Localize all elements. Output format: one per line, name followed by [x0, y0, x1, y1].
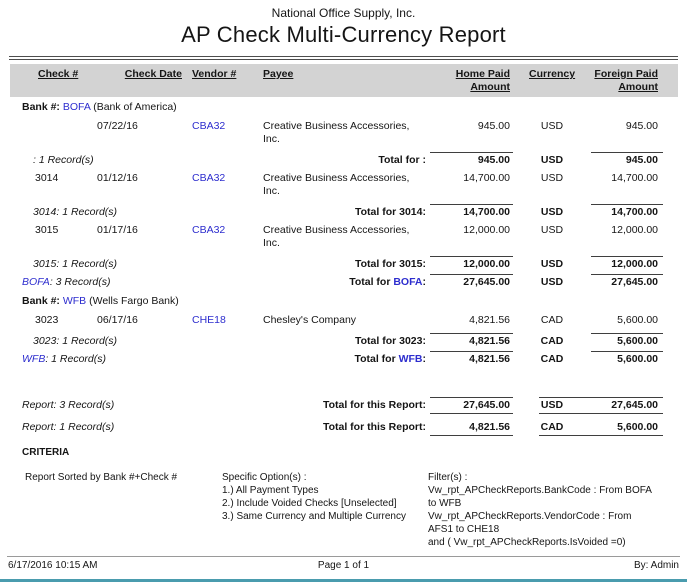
bank-name: (Bank of America) — [90, 101, 177, 113]
home-paid-amount: 12,000.00 — [463, 224, 510, 236]
bank-code-link[interactable]: WFB — [398, 353, 423, 365]
vendor-code-link[interactable]: CBA32 — [192, 224, 226, 236]
home-paid-amount: 945.00 — [477, 120, 510, 132]
criteria-sorted-by: Report Sorted by Bank #+Check # — [25, 472, 178, 483]
payee-cell — [261, 314, 430, 327]
check-number: 3015 — [35, 224, 59, 236]
total-for-text: Total for 3014: — [355, 206, 426, 218]
total-for-label — [261, 399, 430, 412]
report-total-row — [10, 397, 678, 416]
check-row — [10, 169, 678, 203]
column-header-foreign-paid-line1: Foreign Paid — [594, 68, 658, 80]
payee-line: Creative Business Accessories, — [263, 172, 410, 184]
check-row — [10, 221, 678, 255]
check-date: 01/12/16 — [97, 172, 138, 184]
check-total-row — [10, 333, 678, 350]
vendor-cell — [188, 172, 261, 185]
column-header-check-label: Check # — [38, 68, 79, 80]
check-number: 3023 — [35, 314, 59, 326]
column-header-check-date-label: Check Date — [124, 68, 182, 80]
vendor-code-link[interactable]: CHE18 — [192, 314, 226, 326]
column-header-payee-label: Payee — [263, 68, 294, 80]
payee-line: Creative Business Accessories, — [263, 120, 410, 132]
vendor-cell — [188, 224, 261, 237]
currency-value: USD — [540, 224, 564, 236]
record-count-label — [10, 353, 261, 366]
specific-option-2: 2.) Include Voided Checks [Unselected] — [222, 498, 397, 509]
total-for-label — [261, 206, 430, 219]
column-header-vendor[interactable] — [188, 64, 261, 81]
record-count-label — [10, 154, 261, 167]
foreign-paid-amount: 5,600.00 — [617, 314, 658, 326]
total-for-text: Total for : — [378, 154, 426, 166]
total-foreign-paid-amount: 5,600.00 — [575, 335, 663, 348]
check-total-row — [10, 204, 678, 221]
table-header-row — [10, 64, 678, 97]
total-currency-value: USD — [513, 399, 575, 414]
payee-cell — [261, 172, 430, 198]
total-for-text: Total for 3015: — [355, 258, 426, 270]
bank-group-label — [10, 101, 663, 114]
specific-option-3: 3.) Same Currency and Multiple Currency — [222, 511, 406, 522]
bank-code-link[interactable]: BOFA — [393, 276, 423, 288]
vendor-code-link[interactable]: CBA32 — [192, 172, 226, 184]
filter-line-2: to WFB — [428, 498, 462, 509]
total-currency-value: USD — [540, 206, 564, 218]
payee-line: Inc. — [263, 185, 280, 197]
total-for-text: Total for this Report: — [322, 421, 426, 433]
total-currency-value: USD — [540, 258, 564, 270]
total-for-label — [261, 353, 430, 366]
window-bottom-edge — [0, 579, 687, 582]
total-currency-value: USD — [540, 154, 564, 166]
bank-total-row — [10, 351, 678, 368]
vendor-code-link[interactable]: CBA32 — [192, 120, 226, 132]
total-for-text: Total for — [354, 353, 399, 365]
total-currency-value: USD — [540, 276, 564, 288]
criteria-heading: CRITERIA — [22, 447, 70, 458]
bank-group-header — [10, 101, 678, 117]
payee-line: Creative Business Accessories, — [263, 224, 410, 236]
total-home-paid-amount: 12,000.00 — [430, 258, 513, 271]
vendor-cell — [188, 120, 261, 133]
vendor-cell — [188, 314, 261, 327]
total-for-text: : — [422, 353, 426, 365]
payee-cell — [261, 120, 430, 146]
total-for-text: : — [422, 276, 426, 288]
report-total-row — [10, 419, 678, 438]
record-count-text: Report: 1 Record(s) — [22, 421, 115, 433]
check-number — [10, 120, 95, 121]
total-foreign-paid-amount: 12,000.00 — [575, 258, 663, 271]
total-foreign-paid-amount: 27,645.00 — [575, 276, 663, 289]
filter-line-3: Vw_rpt_APCheckReports.VendorCode : From — [428, 511, 632, 522]
total-foreign-paid-amount: 5,600.00 — [575, 421, 663, 436]
home-paid-amount: 14,700.00 — [463, 172, 510, 184]
bank-code-link[interactable]: BOFA — [22, 276, 50, 288]
record-count-label — [10, 258, 261, 271]
total-foreign-paid-amount: 14,700.00 — [575, 206, 663, 219]
record-count-text: : 3 Record(s) — [49, 276, 111, 288]
record-count-label — [10, 421, 261, 434]
filter-line-4: AFS1 to CHE18 — [428, 524, 500, 535]
report-rows — [10, 101, 678, 438]
check-total-row — [10, 152, 678, 169]
column-header-check[interactable] — [10, 64, 95, 81]
criteria-filters — [428, 471, 652, 549]
total-currency-value: CAD — [540, 353, 564, 365]
currency-value: CAD — [540, 314, 564, 326]
column-header-foreign-paid[interactable] — [575, 64, 663, 94]
currency-value: USD — [540, 120, 564, 132]
criteria-specific-options — [222, 471, 406, 523]
footer-printed-by: By: Admin — [633, 560, 679, 571]
total-for-label — [261, 258, 430, 271]
record-count-text: 3015: 1 Record(s) — [33, 258, 118, 270]
total-for-text: Total for 3023: — [355, 335, 426, 347]
foreign-paid-amount: 12,000.00 — [611, 224, 658, 236]
check-date: 06/17/16 — [97, 314, 138, 326]
payee-cell — [261, 224, 430, 250]
bank-number-prefix: Bank #: — [22, 295, 63, 307]
footer-divider — [7, 556, 680, 557]
record-count-label — [10, 206, 261, 219]
column-header-home-paid[interactable] — [430, 64, 513, 94]
bank-group-header — [10, 295, 678, 311]
bank-code-link[interactable]: WFB — [22, 353, 46, 365]
total-home-paid-amount: 27,645.00 — [430, 276, 513, 289]
total-home-paid-amount: 4,821.56 — [430, 353, 513, 366]
currency-value: USD — [540, 172, 564, 184]
record-count-text: 3023: 1 Record(s) — [33, 335, 118, 347]
record-count-label — [10, 399, 261, 412]
total-currency-value: CAD — [540, 335, 564, 347]
record-count-text: : 1 Record(s) — [33, 154, 94, 166]
record-count-label — [10, 276, 261, 289]
bank-number-prefix: Bank #: — [22, 101, 63, 113]
record-count-text: 3014: 1 Record(s) — [33, 206, 118, 218]
check-date: 07/22/16 — [97, 120, 138, 132]
bank-code-link[interactable]: WFB — [62, 295, 87, 307]
bank-total-row — [10, 274, 678, 291]
foreign-paid-amount: 14,700.00 — [611, 172, 658, 184]
total-home-paid-amount: 4,821.56 — [430, 421, 513, 436]
bank-code-link[interactable]: BOFA — [62, 101, 91, 113]
column-header-check-date[interactable] — [95, 64, 188, 81]
specific-option-1: 1.) All Payment Types — [222, 485, 319, 496]
column-header-currency-label: Currency — [529, 68, 576, 80]
total-foreign-paid-amount: 27,645.00 — [575, 399, 663, 414]
table-spacer — [10, 368, 678, 396]
filters-heading: Filter(s) : — [428, 472, 468, 483]
total-currency-value: CAD — [513, 421, 575, 436]
filter-line-5: and ( Vw_rpt_APCheckReports.IsVoided =0) — [428, 537, 626, 548]
total-home-paid-amount: 4,821.56 — [430, 335, 513, 348]
bank-name: (Wells Fargo Bank) — [86, 295, 179, 307]
company-name: National Office Supply, Inc. — [271, 6, 416, 20]
title-divider — [9, 56, 678, 60]
report-table — [10, 64, 678, 438]
column-header-payee[interactable] — [261, 64, 430, 81]
column-header-foreign-paid-line2: Amount — [618, 81, 658, 93]
total-home-paid-amount: 14,700.00 — [430, 206, 513, 219]
total-foreign-paid-amount: 5,600.00 — [575, 353, 663, 366]
payee-line: Inc. — [263, 237, 280, 249]
specific-options-heading: Specific Option(s) : — [222, 472, 307, 483]
total-for-label — [261, 154, 430, 167]
check-row — [10, 117, 678, 151]
total-for-label — [261, 276, 430, 289]
foreign-paid-amount: 945.00 — [625, 120, 658, 132]
filter-line-1: Vw_rpt_APCheckReports.BankCode : From BOFA — [428, 485, 652, 496]
record-count-text: Report: 3 Record(s) — [22, 399, 115, 411]
column-header-vendor-label: Vendor # — [192, 68, 237, 80]
record-count-text: : 1 Record(s) — [45, 353, 107, 365]
column-header-home-paid-line2: Amount — [470, 81, 510, 93]
total-for-label — [261, 421, 430, 434]
total-for-text: Total for — [349, 276, 394, 288]
bank-group-label — [10, 295, 663, 308]
column-header-home-paid-line1: Home Paid — [455, 68, 510, 80]
total-home-paid-amount: 945.00 — [430, 154, 513, 167]
report-title: AP Check Multi-Currency Report — [181, 22, 506, 47]
total-for-label — [261, 335, 430, 348]
check-date: 01/17/16 — [97, 224, 138, 236]
total-foreign-paid-amount: 945.00 — [575, 154, 663, 167]
total-for-text: Total for this Report: — [322, 399, 426, 411]
column-header-currency[interactable] — [513, 64, 575, 81]
footer-datetime: 6/17/2016 10:15 AM — [8, 560, 98, 571]
footer-page-number: Page 1 of 1 — [317, 560, 370, 571]
total-home-paid-amount: 27,645.00 — [430, 399, 513, 414]
payee-line: Chesley's Company — [263, 314, 357, 326]
payee-line: Inc. — [263, 133, 280, 145]
home-paid-amount: 4,821.56 — [469, 314, 510, 326]
record-count-label — [10, 335, 261, 348]
check-number: 3014 — [35, 172, 59, 184]
check-row — [10, 311, 678, 332]
check-total-row — [10, 256, 678, 273]
